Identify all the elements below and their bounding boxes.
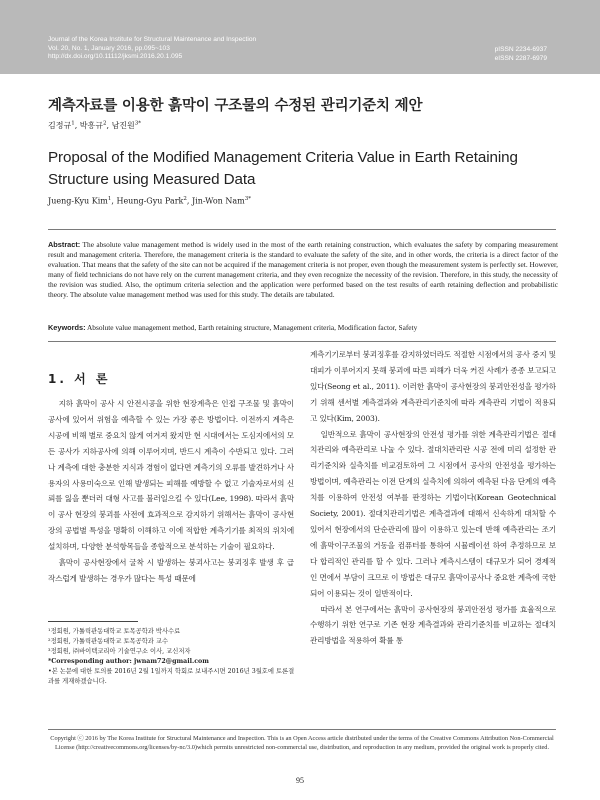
- author-name: 김정규: [48, 121, 72, 130]
- korean-title: 계측자료를 이용한 흙막이 구조물의 수정된 관리기준치 제안: [48, 98, 423, 114]
- footnote-rule: [48, 621, 138, 622]
- korean-authors: 김정규$^1$, 박흥규$^2$, 남진원$^{3*}$: [48, 120, 141, 130]
- corresponding-author: *Corresponding author: jwnam72@gmail.com: [48, 658, 209, 665]
- paragraph: 흙막이 공사현장에서 굴착 시 발생하는 붕괴사고는 붕괴징후 발생 후 급작스럽게 발생하는 경우가 많다는 특성 때문에: [48, 558, 294, 583]
- english-authors: Jueng-Kyu Kim$^1$, Heung-Gyu Park$^2$, Jin-Won Nam$^{3*}$: [48, 196, 251, 206]
- paragraph: 따라서 본 연구에서는 흙막이 공사현장의 붕괴안전성 평가를 효율적으로 수행하기 위한 연구로 기존 현장 계측결과와 관리기준치를 비교하는 절대치관리방법을 적용하여 확률 통: [310, 604, 556, 646]
- copyright-notice: Copyright ⓒ 2016 by The Korea Institute for Structural Maintenance and Inspection. This is an Open Access article distributed under the terms of the Creative Commons Attribution Non-Commercial License (http://creativecommons.org/licenses/by-nc/3.0)which permits unrestricted non-commercial use, distribution, and reproduction in any medium, provided the original work is properly cited.: [50, 735, 554, 752]
- author-name: 남진원: [111, 121, 135, 130]
- copyright-rule: [48, 729, 556, 730]
- paragraph: 일반적으로 흙막이 공사현장의 안전성 평가를 위한 계측관리기법은 절대치관리와 예측관리로 나눌 수 있다. 절대치관리란 시공 전에 미리 설정한 관리기준치와 실측치를 비교검토하여 그 시점에서 공사의 안전성을 평가하는 방법이며, 예측관리는 이전 단계의 실측치에 의하여 예측된 다음 단계의 예측치를 이용하여 안전성 여부를 판정하는 기법이다(Korean Geotechnical Society, 2001). 절대치관리기법은 계측결과에 대해서 신속하게 대처할 수 있어서 현장에서의 단순관리에 많이 이용하고 있는데 반해 예측관리는 조기에 흙막이구조물의 거동을 컴퓨터를 통하여 시뮬레이션 하여 추정하므로 보다 합리적인 관리를 할 수 있다. 그러나 계측시스템이 대규모가 되어 경제적인 면에서 부담이 크므로 이 방법은 대규모 흙막이공사나 중요한 계측에 국한되어 이용되는 것이 일반적이다.: [310, 429, 556, 598]
- abstract-text: The absolute value management method is widely used in the most of the earth retaining construction, which evaluates the safety by comparing measurement result and management criteria. Therefore, the management criteria is the standard to evaluate the safety of the site, and in other words, the criteria is a direct factor of the evaluation. That means that the safety of the site can not be acquired if the management criteria is not proper, even though the measurement system is perfectly set. However, many of field technicians do not have rely on the current management criteria, and they even recognize the necessity of the revision. Therefore, in this study, the necessity of the revision was studied. Also, the optimum criteria selection and the application were performed based on the test results of earth retaining deflection and probabilistic theory. The absolute value management method was used for this study. The details are tabulated.: [48, 240, 558, 300]
- abstract-top-rule: [48, 229, 556, 230]
- issn-info: [495, 45, 547, 63]
- author-name: Jin-Won Nam: [191, 196, 245, 206]
- author-mark: 2: [102, 120, 107, 127]
- abstract-bottom-rule: [48, 341, 556, 342]
- paragraph: 계측기기로부터 붕괴징후를 감지하였더라도 적절한 시점에서의 공사 중지 및 대피가 이루어지지 못해 붕괴에 따른 피해가 더욱 커진 사례가 종종 보고되고 있다(Seong et al., 2011). 이러한 흙막이 공사현장의 붕괴안전성을 평가하기 위해 센서별 계측결과와 계측관리기준치에 따라 계측관리 기법이 적용되고 있다(Kim, 2003).: [310, 350, 556, 423]
- footnotes: [48, 627, 298, 687]
- pissn: pISSN 2234-6937: [494, 46, 547, 53]
- section-heading: 1. 서 론: [48, 372, 111, 386]
- footnote: •본 논문에 대한 토의를 2016년 2월 1일까지 학회로 보내주시면 2016년 3월호에 토론결과를 게재하겠습니다.: [48, 668, 295, 685]
- author-name: Jueng-Kyu Kim: [48, 196, 108, 206]
- author-mark: 3*: [134, 120, 141, 127]
- author-mark: 1: [71, 120, 75, 127]
- abstract: [48, 240, 558, 301]
- footnote: ²정회원, 가톨릭관동대학교 토목공학과 교수: [48, 638, 169, 645]
- journal-info: [48, 36, 256, 62]
- footnote: ¹정회원, 가톨릭관동대학교 토목공학과 박사수료: [48, 628, 181, 635]
- journal-name: Journal of the Korea Institute for Structural Maintenance and Inspection: [48, 36, 257, 43]
- footnote: ³정회원, ㈜바이텍코리아 기술연구소 이사, 교신저자: [48, 648, 191, 655]
- keywords: [48, 323, 558, 332]
- doi-link[interactable]: http://dx.doi.org/10.11112/jksmi.2016.20.1.095: [48, 53, 183, 61]
- abstract-label: Abstract:: [48, 240, 81, 249]
- volume-info: Vol. 20, No. 1, January 2016, pp.095~103: [48, 44, 170, 52]
- english-title: Proposal of the Modified Management Criteria Value in Earth Retaining Structure using Measured Data: [48, 149, 518, 188]
- author-mark: 3*: [244, 196, 251, 202]
- paragraph: 지하 흙막이 공사 시 안전시공을 위한 현장계측은 인접 구조물 및 흙막이 공사에 있어서 위험을 예측할 수 있는 가장 좋은 방법이다. 이전까지 계측은 시공에 비해 별로 중요치 않게 여겨져 왔지만 현 시대에서는 도심지에서의 모든 공사가 지하공사에 의해 이루어지며, 반드시 계측이 수반되고 있다. 그러나 계측에 대한 충분한 지식과 경험이 없다면 계측기의 오류를 발견하거나 사용자의 사용미숙으로 인해 발생되는 피해를 예방할 수 없고 기술자로서의 신뢰를 잃을 뿐더러 대형 사고를 불러일으킬 수 있다(Lee, 1998). 따라서 흙막이 공사 현장의 붕괴를 사전에 효과적으로 감지하기 위해서는 흙막이 공사현장의 공법별 특성을 명확히 이해하고 이에 적합한 계측기기를 최적의 위치에 설치하며, 다양한 분석항목들을 종합적으로 분석하는 기술이 필요하다.: [48, 399, 294, 552]
- author-name: Heung-Gyu Park: [116, 196, 184, 206]
- right-column: [310, 347, 556, 649]
- author-name: 박흥규: [79, 121, 103, 130]
- author-mark: 1: [107, 196, 112, 202]
- page-number: 95: [296, 776, 304, 785]
- left-column: [48, 396, 294, 587]
- journal-header-band: [0, 0, 600, 74]
- keywords-text: Absolute value management method, Earth retaining structure, Management criteria, Modification factor, Safety: [86, 323, 418, 332]
- keywords-label: Keywords:: [48, 323, 86, 332]
- eissn: eISSN 2287-6979: [494, 55, 547, 62]
- author-mark: 2: [183, 196, 187, 202]
